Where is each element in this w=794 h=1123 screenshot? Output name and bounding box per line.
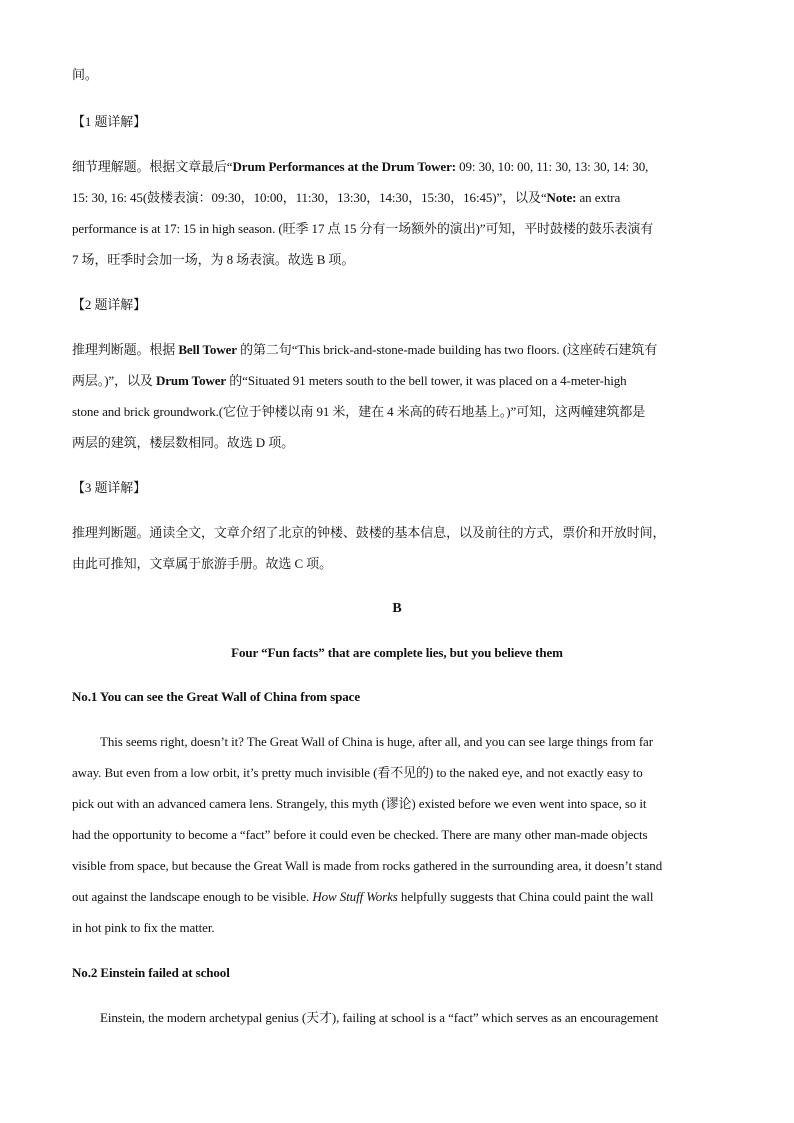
paragraph-line: had the opportunity to become a “fact” before it could even be checked. There are many other man-made objects — [72, 827, 648, 842]
paragraph-line: in hot pink to fix the matter. — [72, 920, 215, 935]
text-span: 推理判断题。根据 — [72, 342, 179, 357]
paragraph-line: away. But even from a low orbit, it’s pretty much invisible (看不见的) to the naked eye, and not exactly easy to — [72, 765, 643, 780]
text-line: performance is at 17: 15 in high season. (旺季 17 点 15 分有一场额外的演出)”可知，平时鼓楼的鼓乐表演有 — [72, 221, 654, 236]
text-line: 7 场，旺季时会加一场，为 8 场表演。故选 B 项。 — [72, 252, 355, 267]
section-letter: B — [392, 601, 402, 616]
paragraph-line: Einstein, the modern archetypal genius (天才), failing at school is a “fact” which serves as an encouragement — [100, 1010, 659, 1025]
bold-text: Drum Tower — [155, 373, 227, 388]
text-span: helpfully suggests that China could paint the wall — [397, 889, 654, 904]
bold-text: Drum Performances at the Drum Tower: — [232, 159, 456, 174]
text-line — [72, 341, 722, 359]
paragraph-line: pick out with an advanced camera lens. Strangely, this myth (谬论) existed before we even went into space, so it — [72, 796, 647, 811]
question-1-heading: 【1 题详解】 — [72, 114, 147, 129]
text-span: an extra — [576, 190, 621, 205]
fact-2-heading: No.2 Einstein failed at school — [72, 965, 230, 980]
text-line — [72, 189, 722, 207]
fact-1-heading: No.1 You can see the Great Wall of China from space — [72, 689, 360, 704]
paragraph-line: visible from space, but because the Great Wall is made from rocks gathered in the surrounding area, it doesn’t stand — [72, 858, 663, 873]
text-span: 细节理解题。根据文章最后“ — [72, 159, 233, 174]
paragraph-line — [72, 888, 722, 906]
text-span: 的第二句“This brick-and-stone-made building has two floors. (这座砖石建筑有 — [236, 342, 658, 357]
text-line: stone and brick groundwork.(它位于钟楼以南 91 米，建在 4 米高的砖石地基上。)”可知，这两幢建筑都是 — [72, 404, 646, 419]
passage-title: Four “Fun facts” that are complete lies, but you believe them — [231, 645, 563, 660]
text-span: out against the landscape enough to be visible. — [72, 889, 313, 904]
italic-source-title: How Stuff Works — [312, 889, 398, 904]
text-line: 间。 — [72, 67, 98, 82]
paragraph-line: This seems right, doesn’t it? The Great Wall of China is huge, after all, and you can see large things from far — [100, 734, 653, 749]
question-2-heading: 【2 题详解】 — [72, 297, 147, 312]
bold-text: Note: — [546, 190, 577, 205]
text-span: 09: 30, 10: 00, 11: 30, 13: 30, 14: 30, — [455, 159, 649, 174]
text-span: 15: 30, 16: 45(鼓楼表演：09:30，10:00，11:30，13:30，14:30，15:30，16:45)”，以及“ — [72, 190, 547, 205]
text-span: 的“Situated 91 meters south to the bell tower, it was placed on a 4-meter-high — [226, 373, 627, 388]
text-line — [72, 372, 722, 390]
text-span: 两层。)”，以及 — [72, 373, 156, 388]
bold-text: Bell Tower — [178, 342, 237, 357]
text-line: 两层的建筑，楼层数相同。故选 D 项。 — [72, 435, 294, 450]
text-line — [72, 158, 722, 176]
text-line: 由此可推知，文章属于旅游手册。故选 C 项。 — [72, 556, 332, 571]
question-3-heading: 【3 题详解】 — [72, 480, 147, 495]
text-line: 推理判断题。通读全文，文章介绍了北京的钟楼、鼓楼的基本信息，以及前往的方式，票价和开放时间， — [72, 525, 666, 540]
